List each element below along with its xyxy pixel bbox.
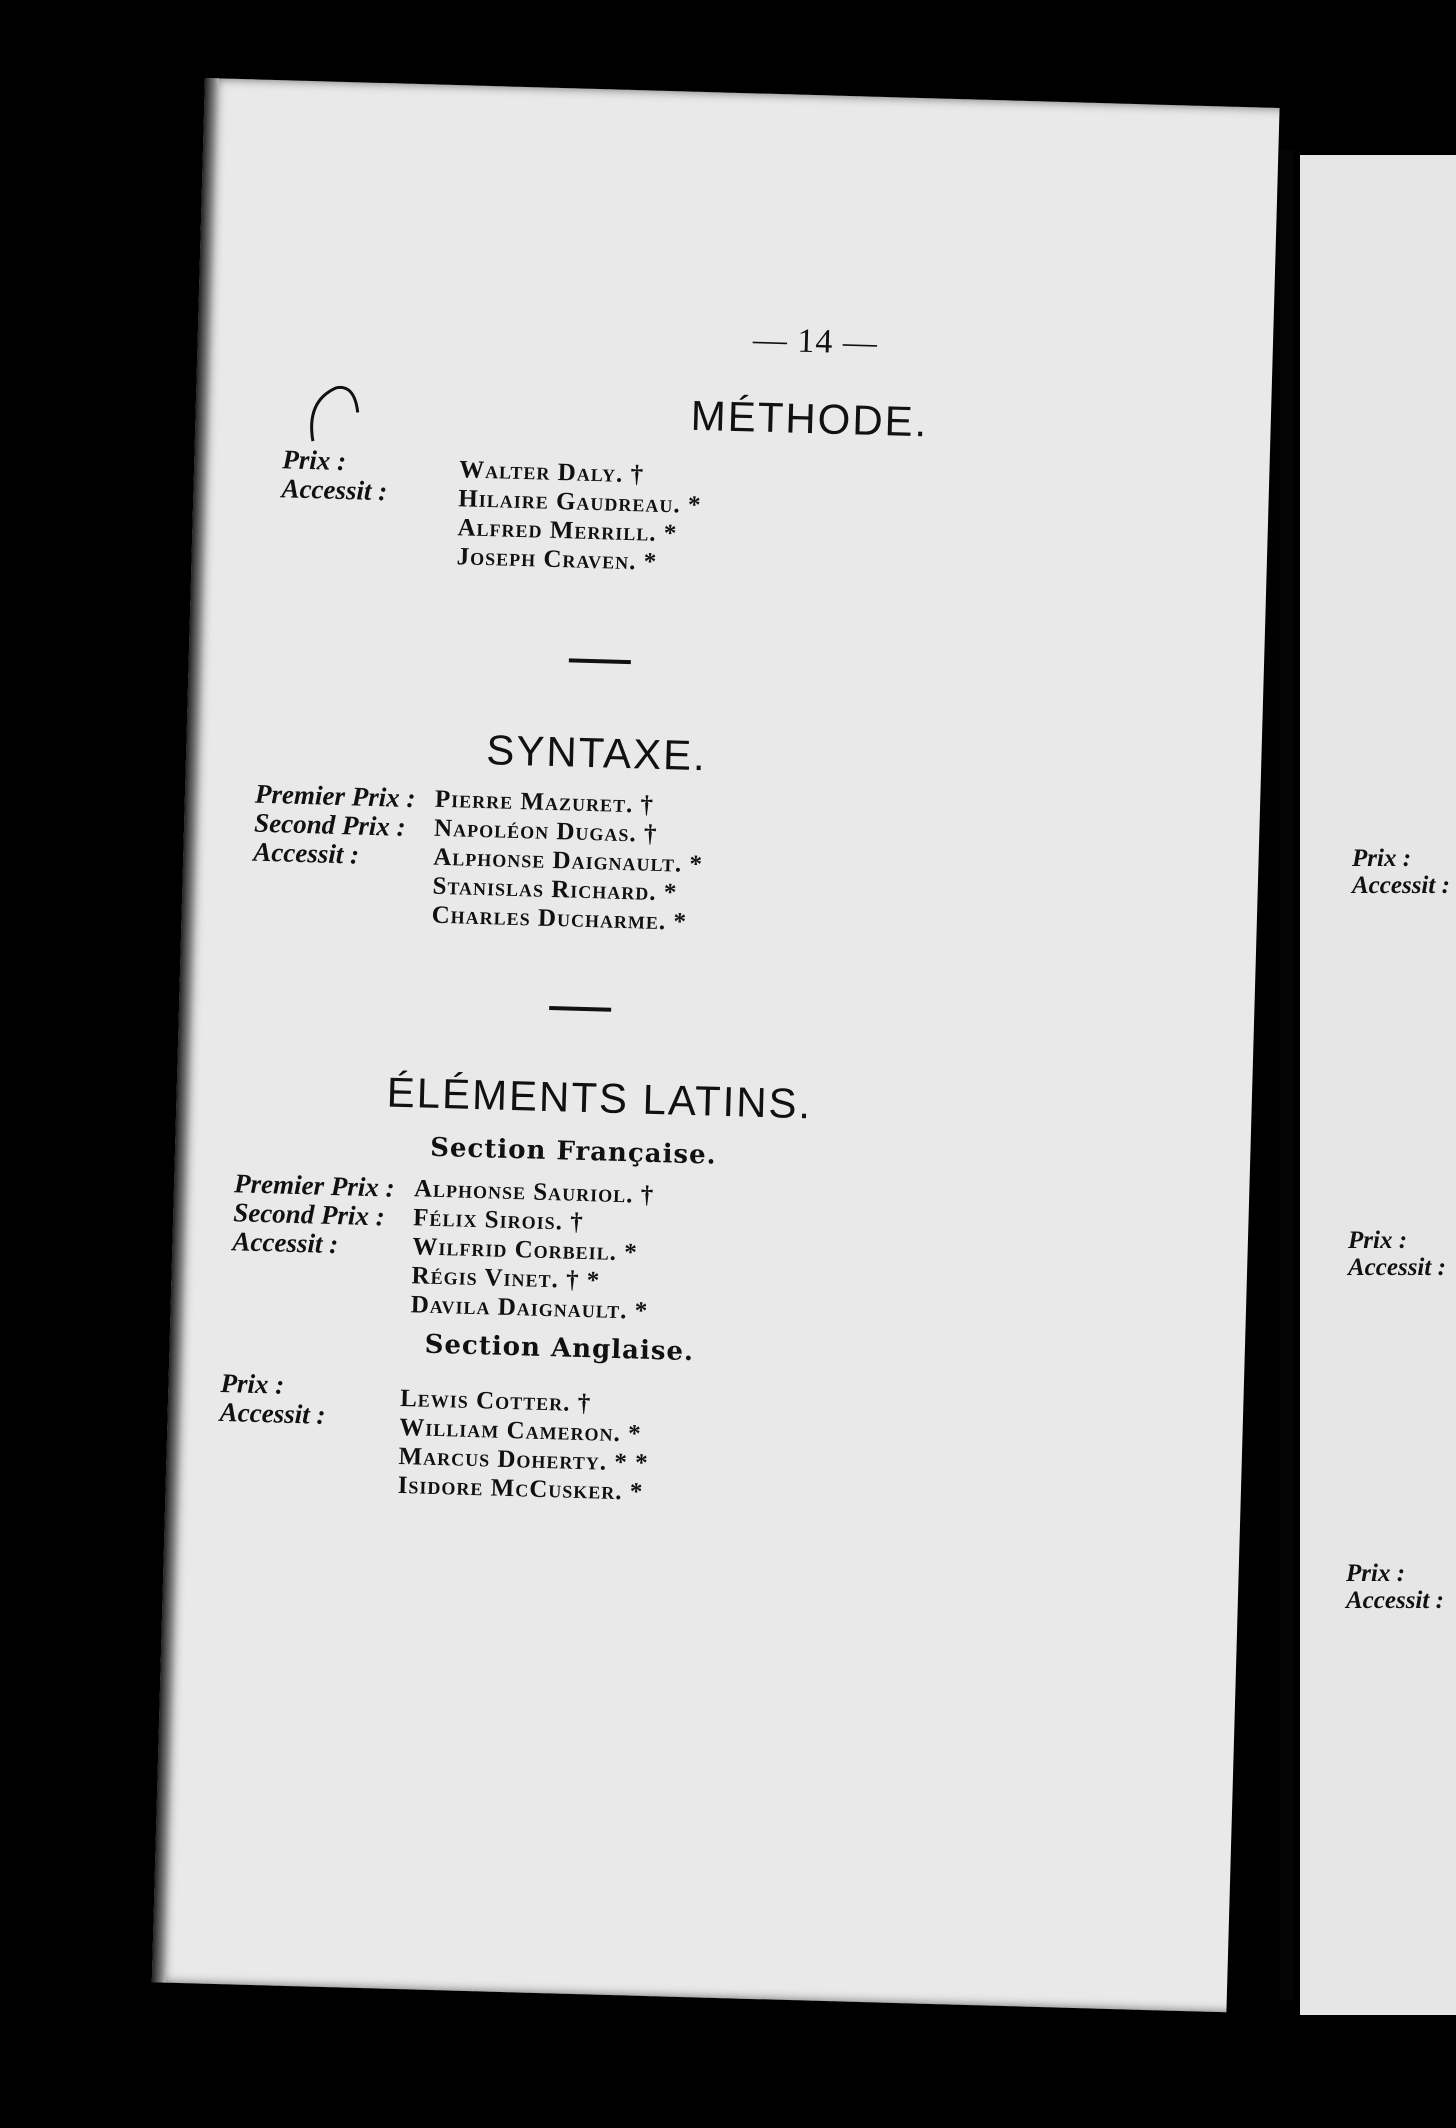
student-name: Napoléon Dugas. †: [433, 814, 658, 848]
subsection-title-anglaise: Section Anglaise.: [424, 1329, 695, 1368]
prize-label: Accessit :: [252, 836, 360, 870]
anglaise-names: [397, 1384, 650, 1507]
right-label: Prix :: [1348, 1227, 1408, 1254]
syntaxe-labels: [253, 780, 416, 871]
right-label: Accessit :: [1352, 872, 1450, 899]
prize-label: Premier Prix :: [233, 1168, 395, 1203]
section-title-elements-latins: ÉLÉMENTS LATINS.: [386, 1068, 813, 1128]
right-label-group-3: [1346, 1560, 1444, 1614]
subsection-title-francaise: Section Française.: [429, 1132, 718, 1171]
left-page: [152, 78, 1280, 2012]
student-name: Félix Sirois. †: [412, 1204, 585, 1237]
student-name: Charles Ducharme. *: [431, 901, 688, 936]
student-name: Joseph Craven. *: [456, 543, 658, 576]
student-name: Walter Daly. †: [458, 456, 645, 489]
prize-label: Second Prix :: [232, 1197, 386, 1232]
student-name: Marcus Doherty. * *: [398, 1442, 649, 1477]
page-number: — 14 —: [752, 321, 879, 362]
student-name: Alphonse Sauriol. †: [413, 1175, 655, 1209]
student-name: Wilfrid Corbeil. *: [412, 1233, 639, 1267]
student-name: Hilaire Gaudreau. *: [457, 485, 702, 520]
right-label-group-1: [1352, 845, 1450, 899]
student-name: Isidore McCusker. *: [397, 1471, 644, 1506]
prize-label: Prix :: [220, 1367, 285, 1400]
right-label: Prix :: [1352, 845, 1412, 872]
methode-names: [456, 455, 702, 578]
section-title-methode: MÉTHODE.: [690, 391, 930, 446]
student-name: Davila Daignault. *: [410, 1291, 649, 1325]
section-divider: [549, 1006, 611, 1012]
prize-label: Second Prix :: [253, 807, 407, 842]
right-label: Accessit :: [1346, 1587, 1444, 1614]
francaise-labels: [232, 1169, 395, 1260]
student-name: Alphonse Daignault. *: [432, 843, 704, 879]
section-title-syntaxe: SYNTAXE.: [485, 726, 708, 780]
prize-label: Accessit :: [281, 473, 388, 507]
student-name: Alfred Merrill. *: [457, 514, 678, 548]
student-name: Régis Vinet. † *: [411, 1262, 601, 1295]
francaise-names: [410, 1174, 654, 1326]
student-name: William Cameron. *: [399, 1413, 642, 1448]
right-label: Prix :: [1346, 1560, 1406, 1587]
page-edge: [152, 78, 219, 1983]
right-label: Accessit :: [1348, 1254, 1446, 1281]
student-name: Stanislas Richard. *: [432, 872, 678, 907]
book-spine: [1280, 150, 1294, 2000]
prize-label: Accessit :: [219, 1396, 326, 1430]
student-name: Pierre Mazuret. †: [434, 785, 655, 819]
prize-label: Prix :: [281, 444, 347, 477]
prize-label: Accessit :: [232, 1226, 339, 1260]
prize-label: Premier Prix :: [254, 778, 416, 814]
right-page: [1300, 155, 1456, 2015]
methode-labels: [281, 445, 388, 506]
section-divider: [569, 658, 631, 664]
right-label-group-2: [1348, 1227, 1446, 1281]
student-name: Lewis Cotter. †: [399, 1384, 592, 1418]
anglaise-labels: [219, 1369, 326, 1430]
handwritten-mark-icon: [295, 381, 377, 453]
syntaxe-names: [431, 785, 705, 937]
